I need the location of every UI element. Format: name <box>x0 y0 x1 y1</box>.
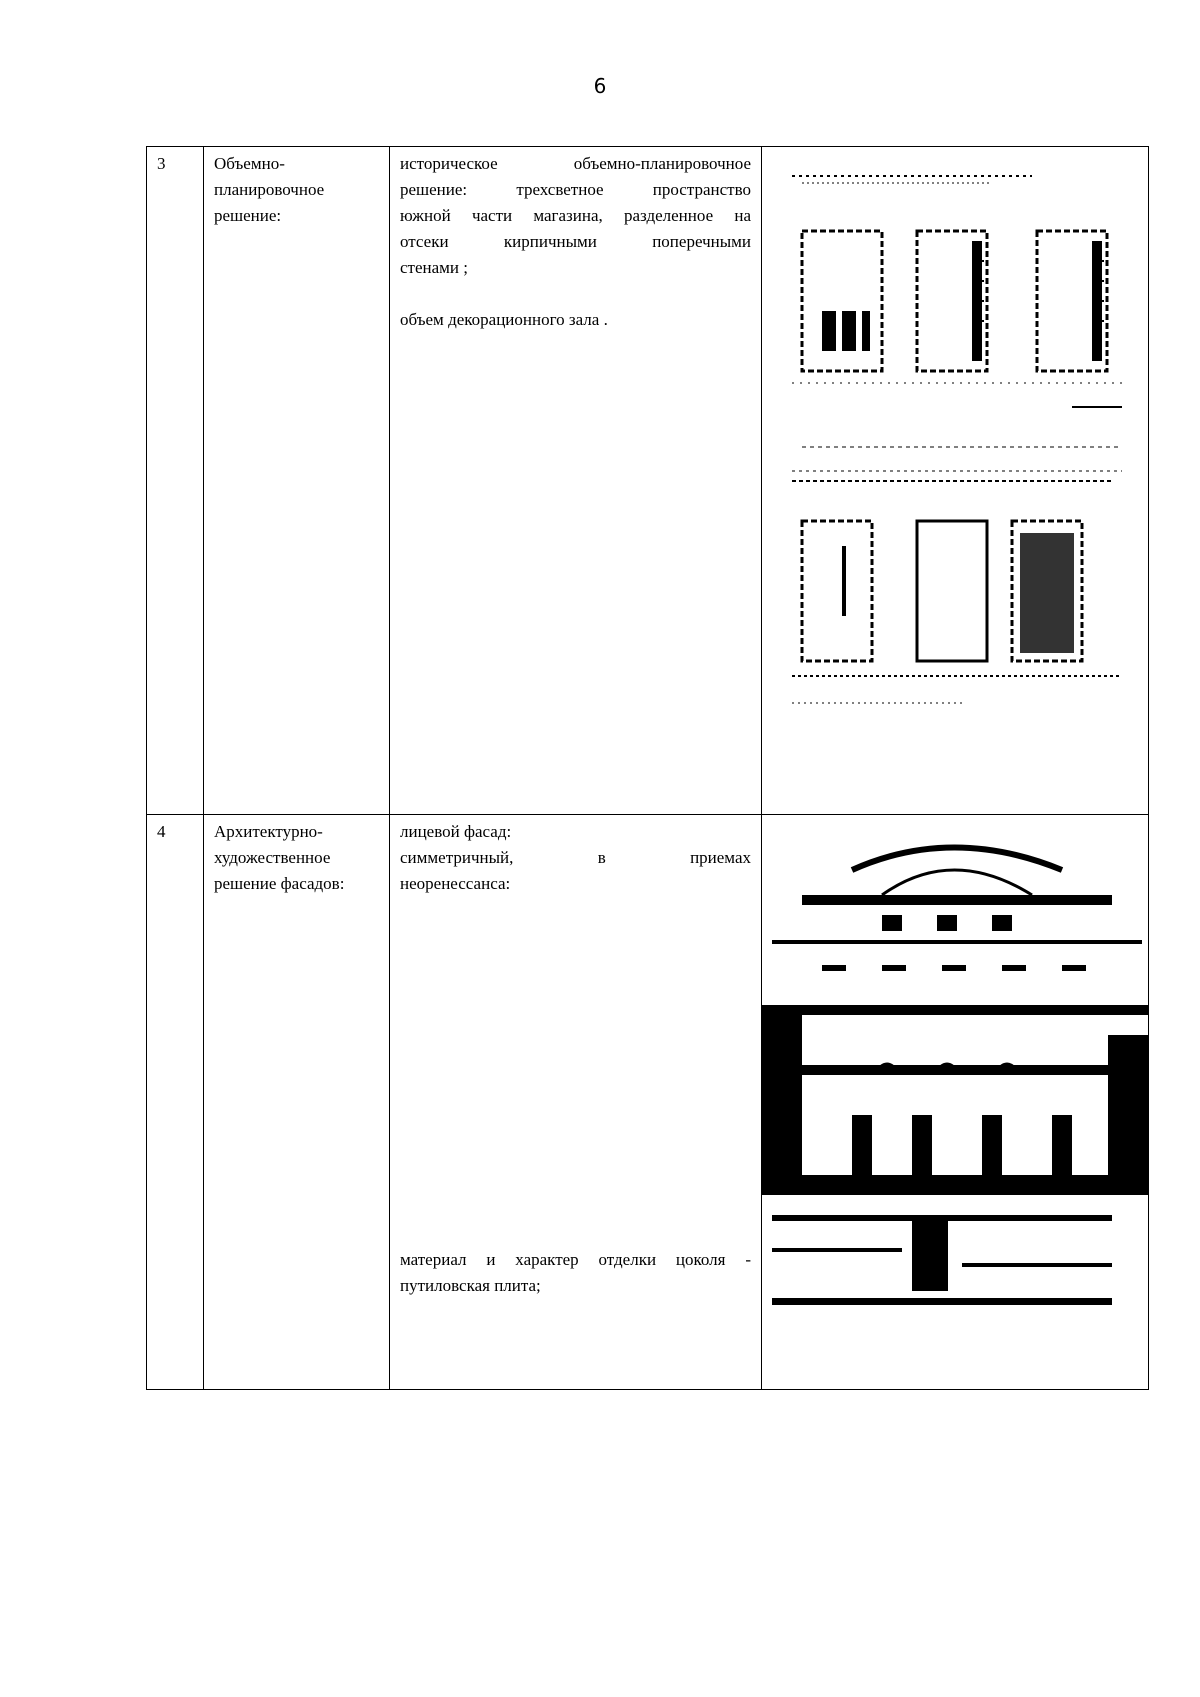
object-subject-table <box>146 146 1149 1390</box>
description-line: путиловская плита; <box>400 1276 541 1295</box>
row-illustration <box>762 147 1149 815</box>
hall-plans-drawing <box>762 451 1148 741</box>
description-line: неоренессанса: <box>400 874 511 893</box>
description-line: материал и характер отделки цоколя - <box>400 1250 751 1269</box>
description-line: стенами ; <box>400 258 468 277</box>
description-line: южной части магазина, разделенное на <box>400 206 751 225</box>
facade-photo <box>762 815 1148 1195</box>
row-title-line: планировочное <box>214 180 325 199</box>
description-line: объем декорационного зала . <box>400 310 608 329</box>
row-title-line: художественное <box>214 848 331 867</box>
description-line: отсеки кирпичными поперечными <box>400 232 751 251</box>
table-row <box>147 147 1149 815</box>
page-number: 6 <box>593 74 607 98</box>
description-line: симметричный, в приемах <box>400 848 751 867</box>
description-line: решение: трехсветное пространство <box>400 180 751 199</box>
row-number: 3 <box>147 147 204 815</box>
row-title-line: решение: <box>214 206 282 225</box>
row-number: 4 <box>147 815 204 1390</box>
row-title <box>204 147 390 815</box>
row-description <box>390 815 762 1390</box>
row-title-line: Объемно- <box>214 154 285 173</box>
description-line: лицевой фасад: <box>400 822 512 841</box>
floor-plans-drawing <box>762 151 1148 451</box>
row-title-line: Архитектурно- <box>214 822 323 841</box>
row-title-line: решение фасадов: <box>214 874 345 893</box>
row-illustration <box>762 815 1149 1390</box>
table-row <box>147 815 1149 1390</box>
row-title <box>204 815 390 1390</box>
description-line: историческое объемно-планировочное <box>400 154 751 173</box>
plinth-photo <box>762 1203 1148 1313</box>
row-description <box>390 147 762 815</box>
